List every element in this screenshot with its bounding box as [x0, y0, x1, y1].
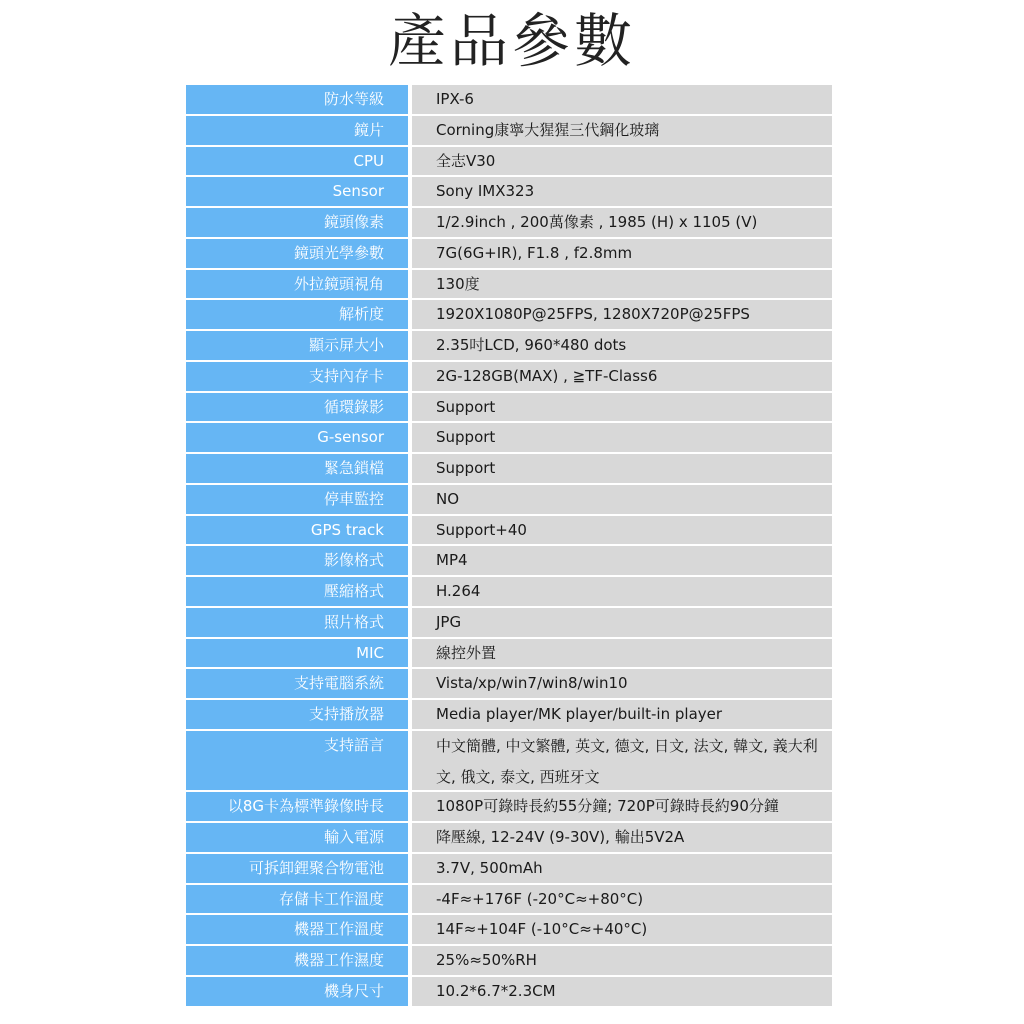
spec-value: Sony IMX323: [412, 177, 832, 206]
spec-value: 7G(6G+IR), F1.8 , f2.8mm: [412, 239, 832, 268]
spec-label: 解析度: [186, 300, 408, 329]
spec-label: 鏡頭光學參數: [186, 239, 408, 268]
spec-label: 影像格式: [186, 546, 408, 575]
spec-row: [186, 608, 832, 637]
spec-label: Sensor: [186, 177, 408, 206]
spec-row: [186, 823, 832, 852]
spec-label: 循環錄影: [186, 393, 408, 422]
spec-row: [186, 270, 832, 299]
spec-value: 130度: [412, 270, 832, 299]
spec-value: NO: [412, 485, 832, 514]
spec-label: 停車監控: [186, 485, 408, 514]
spec-value: 1920X1080P@25FPS, 1280X720P@25FPS: [412, 300, 832, 329]
spec-value: 2G-128GB(MAX) , ≧TF-Class6: [412, 362, 832, 391]
spec-row: [186, 331, 832, 360]
spec-row: [186, 393, 832, 422]
spec-row: [186, 116, 832, 145]
spec-row: [186, 731, 832, 791]
spec-label: 支持播放器: [186, 700, 408, 729]
spec-value: Support: [412, 393, 832, 422]
spec-label: 緊急鎖檔: [186, 454, 408, 483]
spec-value: 14F≈+104F (-10°C≈+40°C): [412, 915, 832, 944]
spec-value: Corning康寧大猩猩三代鋼化玻璃: [412, 116, 832, 145]
spec-value: IPX-6: [412, 85, 832, 114]
spec-row: [186, 516, 832, 545]
spec-label: 照片格式: [186, 608, 408, 637]
spec-row: [186, 85, 832, 114]
spec-row: [186, 454, 832, 483]
spec-label: 支持語言: [186, 731, 408, 791]
spec-row: [186, 546, 832, 575]
spec-row: [186, 177, 832, 206]
spec-label: 防水等級: [186, 85, 408, 114]
spec-value: -4F≈+176F (-20°C≈+80°C): [412, 885, 832, 914]
spec-value: 3.7V, 500mAh: [412, 854, 832, 883]
spec-value: 25%≈50%RH: [412, 946, 832, 975]
spec-row: [186, 577, 832, 606]
spec-value: JPG: [412, 608, 832, 637]
spec-value: 1080P可錄時長約55分鐘; 720P可錄時長約90分鐘: [412, 792, 832, 821]
spec-value: Support: [412, 423, 832, 452]
spec-row: [186, 946, 832, 975]
spec-row: [186, 669, 832, 698]
spec-label: 壓縮格式: [186, 577, 408, 606]
spec-label: 支持內存卡: [186, 362, 408, 391]
spec-label: 以8G卡為標準錄像時長: [186, 792, 408, 821]
spec-value: 10.2*6.7*2.3CM: [412, 977, 832, 1006]
spec-label: 顯示屏大小: [186, 331, 408, 360]
spec-label: G-sensor: [186, 423, 408, 452]
spec-value: Support: [412, 454, 832, 483]
page-title: 產品參數: [387, 7, 636, 75]
spec-row: [186, 423, 832, 452]
spec-row: [186, 362, 832, 391]
spec-label: GPS track: [186, 516, 408, 545]
spec-label: 存儲卡工作溫度: [186, 885, 408, 914]
spec-row: [186, 208, 832, 237]
spec-label: 外拉鏡頭視角: [186, 270, 408, 299]
spec-label: 支持電腦系統: [186, 669, 408, 698]
spec-label: CPU: [186, 147, 408, 176]
spec-label: 鏡頭像素: [186, 208, 408, 237]
spec-value: 中文簡體, 中文繁體, 英文, 德文, 日文, 法文, 韓文, 義大利文, 俄文, 泰文, 西班牙文: [412, 731, 832, 791]
spec-label: 鏡片: [186, 116, 408, 145]
spec-value: Vista/xp/win7/win8/win10: [412, 669, 832, 698]
spec-label: 可拆卸鋰聚合物電池: [186, 854, 408, 883]
spec-value: 2.35吋LCD, 960*480 dots: [412, 331, 832, 360]
spec-value: 線控外置: [412, 639, 832, 668]
spec-value: 降壓線, 12-24V (9-30V), 輸出5V2A: [412, 823, 832, 852]
spec-label: 機身尺寸: [186, 977, 408, 1006]
spec-label: 輸入電源: [186, 823, 408, 852]
spec-row: [186, 854, 832, 883]
spec-row: [186, 485, 832, 514]
spec-row: [186, 977, 832, 1006]
spec-value: MP4: [412, 546, 832, 575]
spec-value: 1/2.9inch , 200萬像素 , 1985 (H) x 1105 (V): [412, 208, 832, 237]
spec-row: [186, 792, 832, 821]
spec-row: [186, 885, 832, 914]
spec-row: [186, 639, 832, 668]
spec-label: MIC: [186, 639, 408, 668]
spec-row: [186, 700, 832, 729]
spec-value: Media player/MK player/built-in player: [412, 700, 832, 729]
spec-label: 機器工作溫度: [186, 915, 408, 944]
spec-row: [186, 915, 832, 944]
spec-label: 機器工作濕度: [186, 946, 408, 975]
spec-value: Support+40: [412, 516, 832, 545]
spec-value: H.264: [412, 577, 832, 606]
spec-row: [186, 300, 832, 329]
spec-row: [186, 239, 832, 268]
spec-row: [186, 147, 832, 176]
spec-value: 全志V30: [412, 147, 832, 176]
spec-table: [186, 85, 832, 1008]
